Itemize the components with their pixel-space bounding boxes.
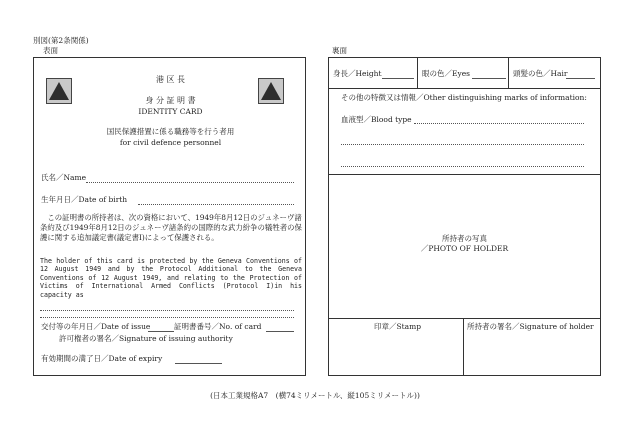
size-specification: (日本工業規格A7 (横74ミリメートル、縦105ミリメートル)): [210, 391, 420, 400]
height-field[interactable]: [382, 78, 414, 79]
distinguishing-marks-label: その他の特徴又は情報／Other distinguishing marks of information:: [341, 93, 587, 102]
personnel-type-ja: 国民保護措置に係る職務等を行う者用: [106, 127, 235, 136]
photo-label-en: ／PHOTO OF HOLDER: [420, 244, 509, 253]
front-card: [33, 57, 306, 376]
triangle-icon: [259, 79, 283, 103]
card-title-en: IDENTITY CARD: [138, 107, 203, 116]
marks-line-2[interactable]: [341, 166, 584, 167]
civil-defence-emblem-right: [258, 78, 284, 104]
photo-label-ja: 所持者の写真: [442, 234, 487, 243]
issue-date-label: 交付等の年月日／Date of issue: [41, 322, 151, 331]
triangle-icon: [47, 79, 71, 103]
hair-field[interactable]: [566, 78, 595, 79]
photo-area: [329, 174, 600, 318]
issue-date-field[interactable]: [148, 331, 174, 332]
annex-label: 別図(第2条関係): [33, 36, 89, 45]
capacity-line-1[interactable]: [40, 310, 294, 311]
dob-label: 生年月日／Date of birth: [41, 195, 128, 204]
dob-field[interactable]: [138, 204, 294, 205]
hair-label: 頭髪の色／Hair: [513, 69, 568, 78]
name-field[interactable]: [86, 182, 294, 183]
blood-type-field[interactable]: [414, 123, 584, 124]
protection-statement-ja: この証明書の所持者は、次の資格において、1949年8月12日のジュネーヴ諸条約及び1949年8月12日のジュネーヴ諸条約の国際的な武力紛争の犠牲者の保護に関する追加議定書(議定書Ⅰ)によって保護される。: [40, 213, 302, 243]
back-card: [328, 57, 601, 376]
card-number-field[interactable]: [266, 331, 294, 332]
civil-defence-emblem-left: [46, 78, 72, 104]
card-title-ja: 身 分 証 明 書: [145, 96, 196, 105]
issuing-authority-signature-label: 許可権者の署名／Signature of issuing authority: [59, 334, 233, 343]
protection-statement-en: The holder of this card is protected by the Geneva Conventions of 12 August 1949 and by the Protocol Additional to the Geneva Conventions of 12 August 1949, and relating to the Protection of Victims of International Armed Conflicts (Protocol I)in his capacity as: [40, 257, 302, 299]
marks-line-1[interactable]: [341, 144, 584, 145]
personnel-type-en: for civil defence personnel: [119, 138, 222, 147]
blood-type-label: 血液型／Blood type: [341, 115, 412, 124]
eyes-field[interactable]: [472, 78, 506, 79]
capacity-line-2[interactable]: [40, 317, 294, 318]
issuer-title: 港 区 長: [155, 75, 186, 84]
expiry-label: 有効期間の満了日／Date of expiry: [41, 354, 163, 363]
card-number-label: 証明書番号／No. of card: [174, 322, 262, 331]
expiry-field[interactable]: [175, 363, 222, 364]
height-label: 身長／Height: [333, 69, 382, 78]
holder-signature-label: 所持者の署名／Signature of holder: [467, 322, 594, 331]
front-side-label: 表面: [43, 46, 58, 55]
name-label: 氏名／Name: [41, 173, 87, 182]
stamp-label: 印章／Stamp: [374, 322, 422, 331]
back-side-label: 裏面: [332, 46, 347, 55]
eyes-label: 眼の色／Eyes: [422, 69, 470, 78]
